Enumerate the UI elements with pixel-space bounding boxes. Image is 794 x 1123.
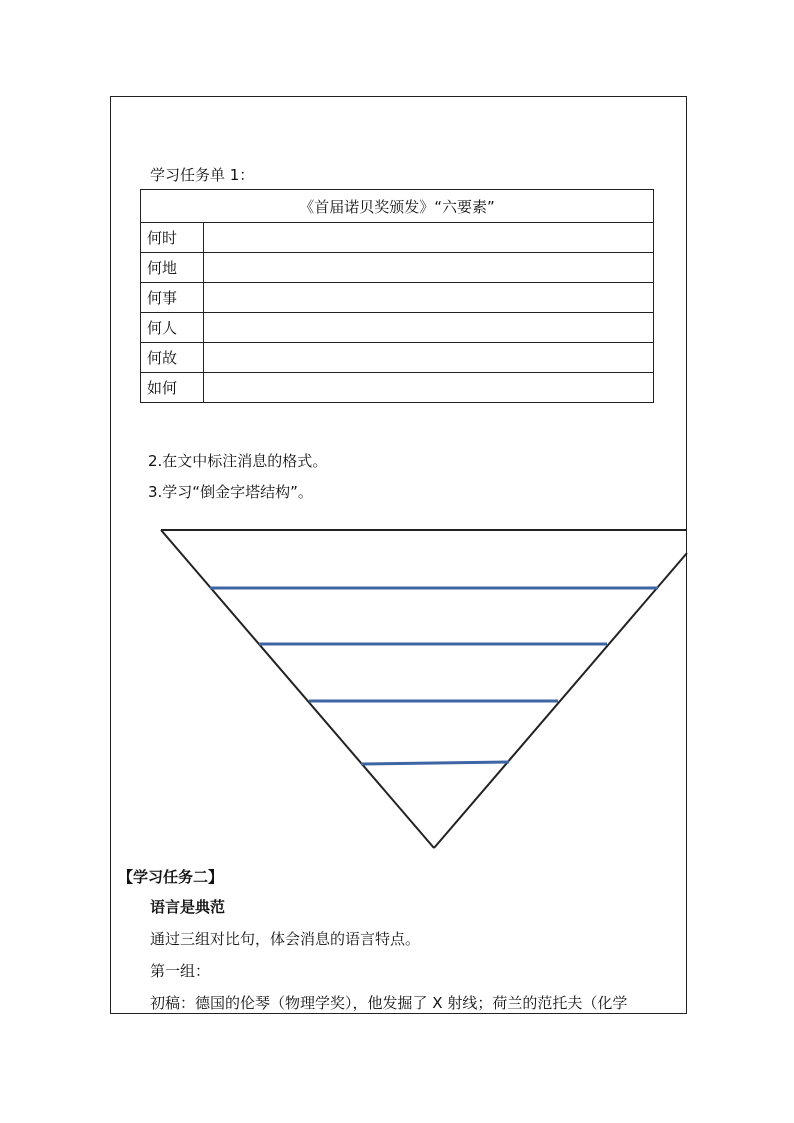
task2-draft-sentence: 初稿：德国的伦琴（物理学奖），他发掘了 X 射线；荷兰的范托夫（化学 (150, 994, 628, 1012)
row-label: 何事 (141, 283, 204, 313)
row-label: 何地 (141, 253, 204, 283)
task2-intro: 通过三组对比句，体会消息的语言特点。 (150, 930, 421, 948)
row-label: 何故 (141, 343, 204, 373)
task2-heading: 【学习任务二】 (118, 868, 224, 886)
table-title: 《首届诺贝奖颁发》“六要素” (141, 190, 654, 223)
task1-heading: 学习任务单 1： (150, 166, 255, 184)
row-label: 何时 (141, 223, 204, 253)
task2-group1: 第一组： (150, 962, 211, 980)
row-label: 如何 (141, 373, 204, 403)
row-label: 何人 (141, 313, 204, 343)
pyramid-left-edge (161, 530, 434, 848)
pyramid-level-line (361, 762, 509, 764)
task2-subheading: 语言是典范 (150, 898, 226, 916)
task1-item-2: 2.在文中标注消息的格式。 (148, 452, 328, 470)
task1-item-3: 3.学习“倒金字塔结构”。 (148, 483, 313, 501)
